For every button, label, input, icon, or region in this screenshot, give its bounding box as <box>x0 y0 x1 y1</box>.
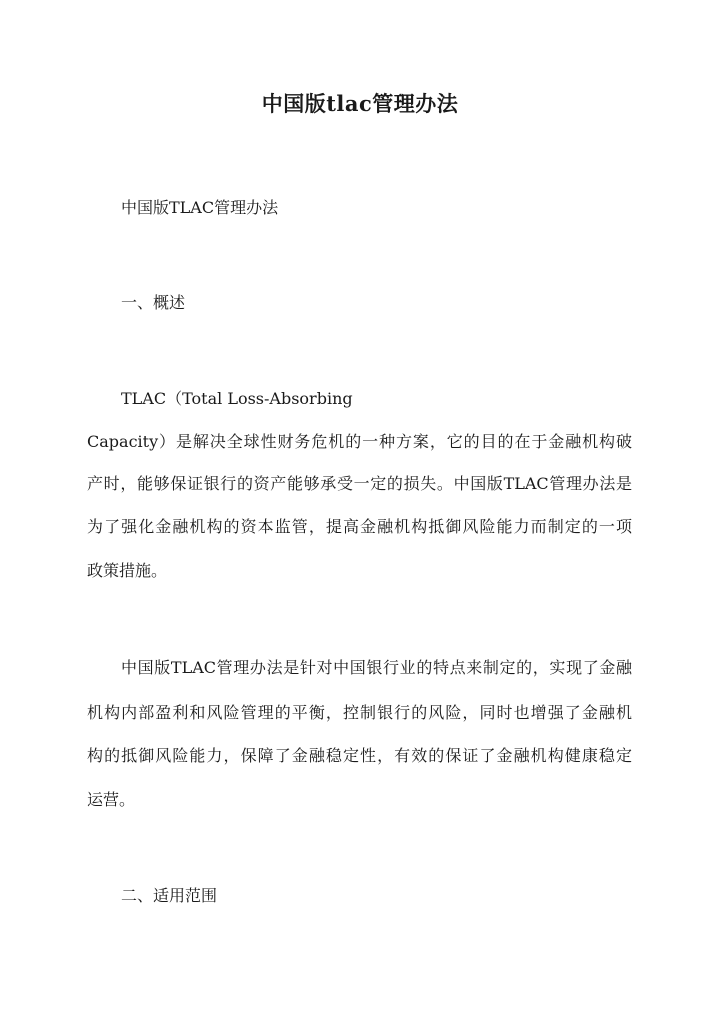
document-subtitle: 中国版TLAC管理办法 <box>121 198 279 217</box>
section-heading-overview: 一、概述 <box>121 293 186 312</box>
section-heading-scope: 二、适用范围 <box>121 886 218 905</box>
paragraph-line: Capacity）是解决全球性财务危机的一种方案，它的目的在于金融机构破 <box>87 432 632 451</box>
document-title: 中国版tlac管理办法 <box>261 91 459 116</box>
paragraph-line: TLAC（Total Loss-Absorbing <box>121 389 353 408</box>
paragraph-line: 为了强化金融机构的资本监管，提高金融机构抵御风险能力而制定的一项 <box>87 517 632 536</box>
paragraph-line: 政策措施。 <box>87 561 168 580</box>
paragraph-line: 运营。 <box>87 790 136 809</box>
paragraph-line: 机构内部盈利和风险管理的平衡，控制银行的风险，同时也增强了金融机 <box>87 703 632 722</box>
paragraph-line: 中国版TLAC管理办法是针对中国银行业的特点来制定的，实现了金融 <box>121 658 632 677</box>
paragraph-line: 构的抵御风险能力，保障了金融稳定性，有效的保证了金融机构健康稳定 <box>87 746 632 765</box>
paragraph-line: 产时，能够保证银行的资产能够承受一定的损失。中国版TLAC管理办法是 <box>87 474 632 493</box>
